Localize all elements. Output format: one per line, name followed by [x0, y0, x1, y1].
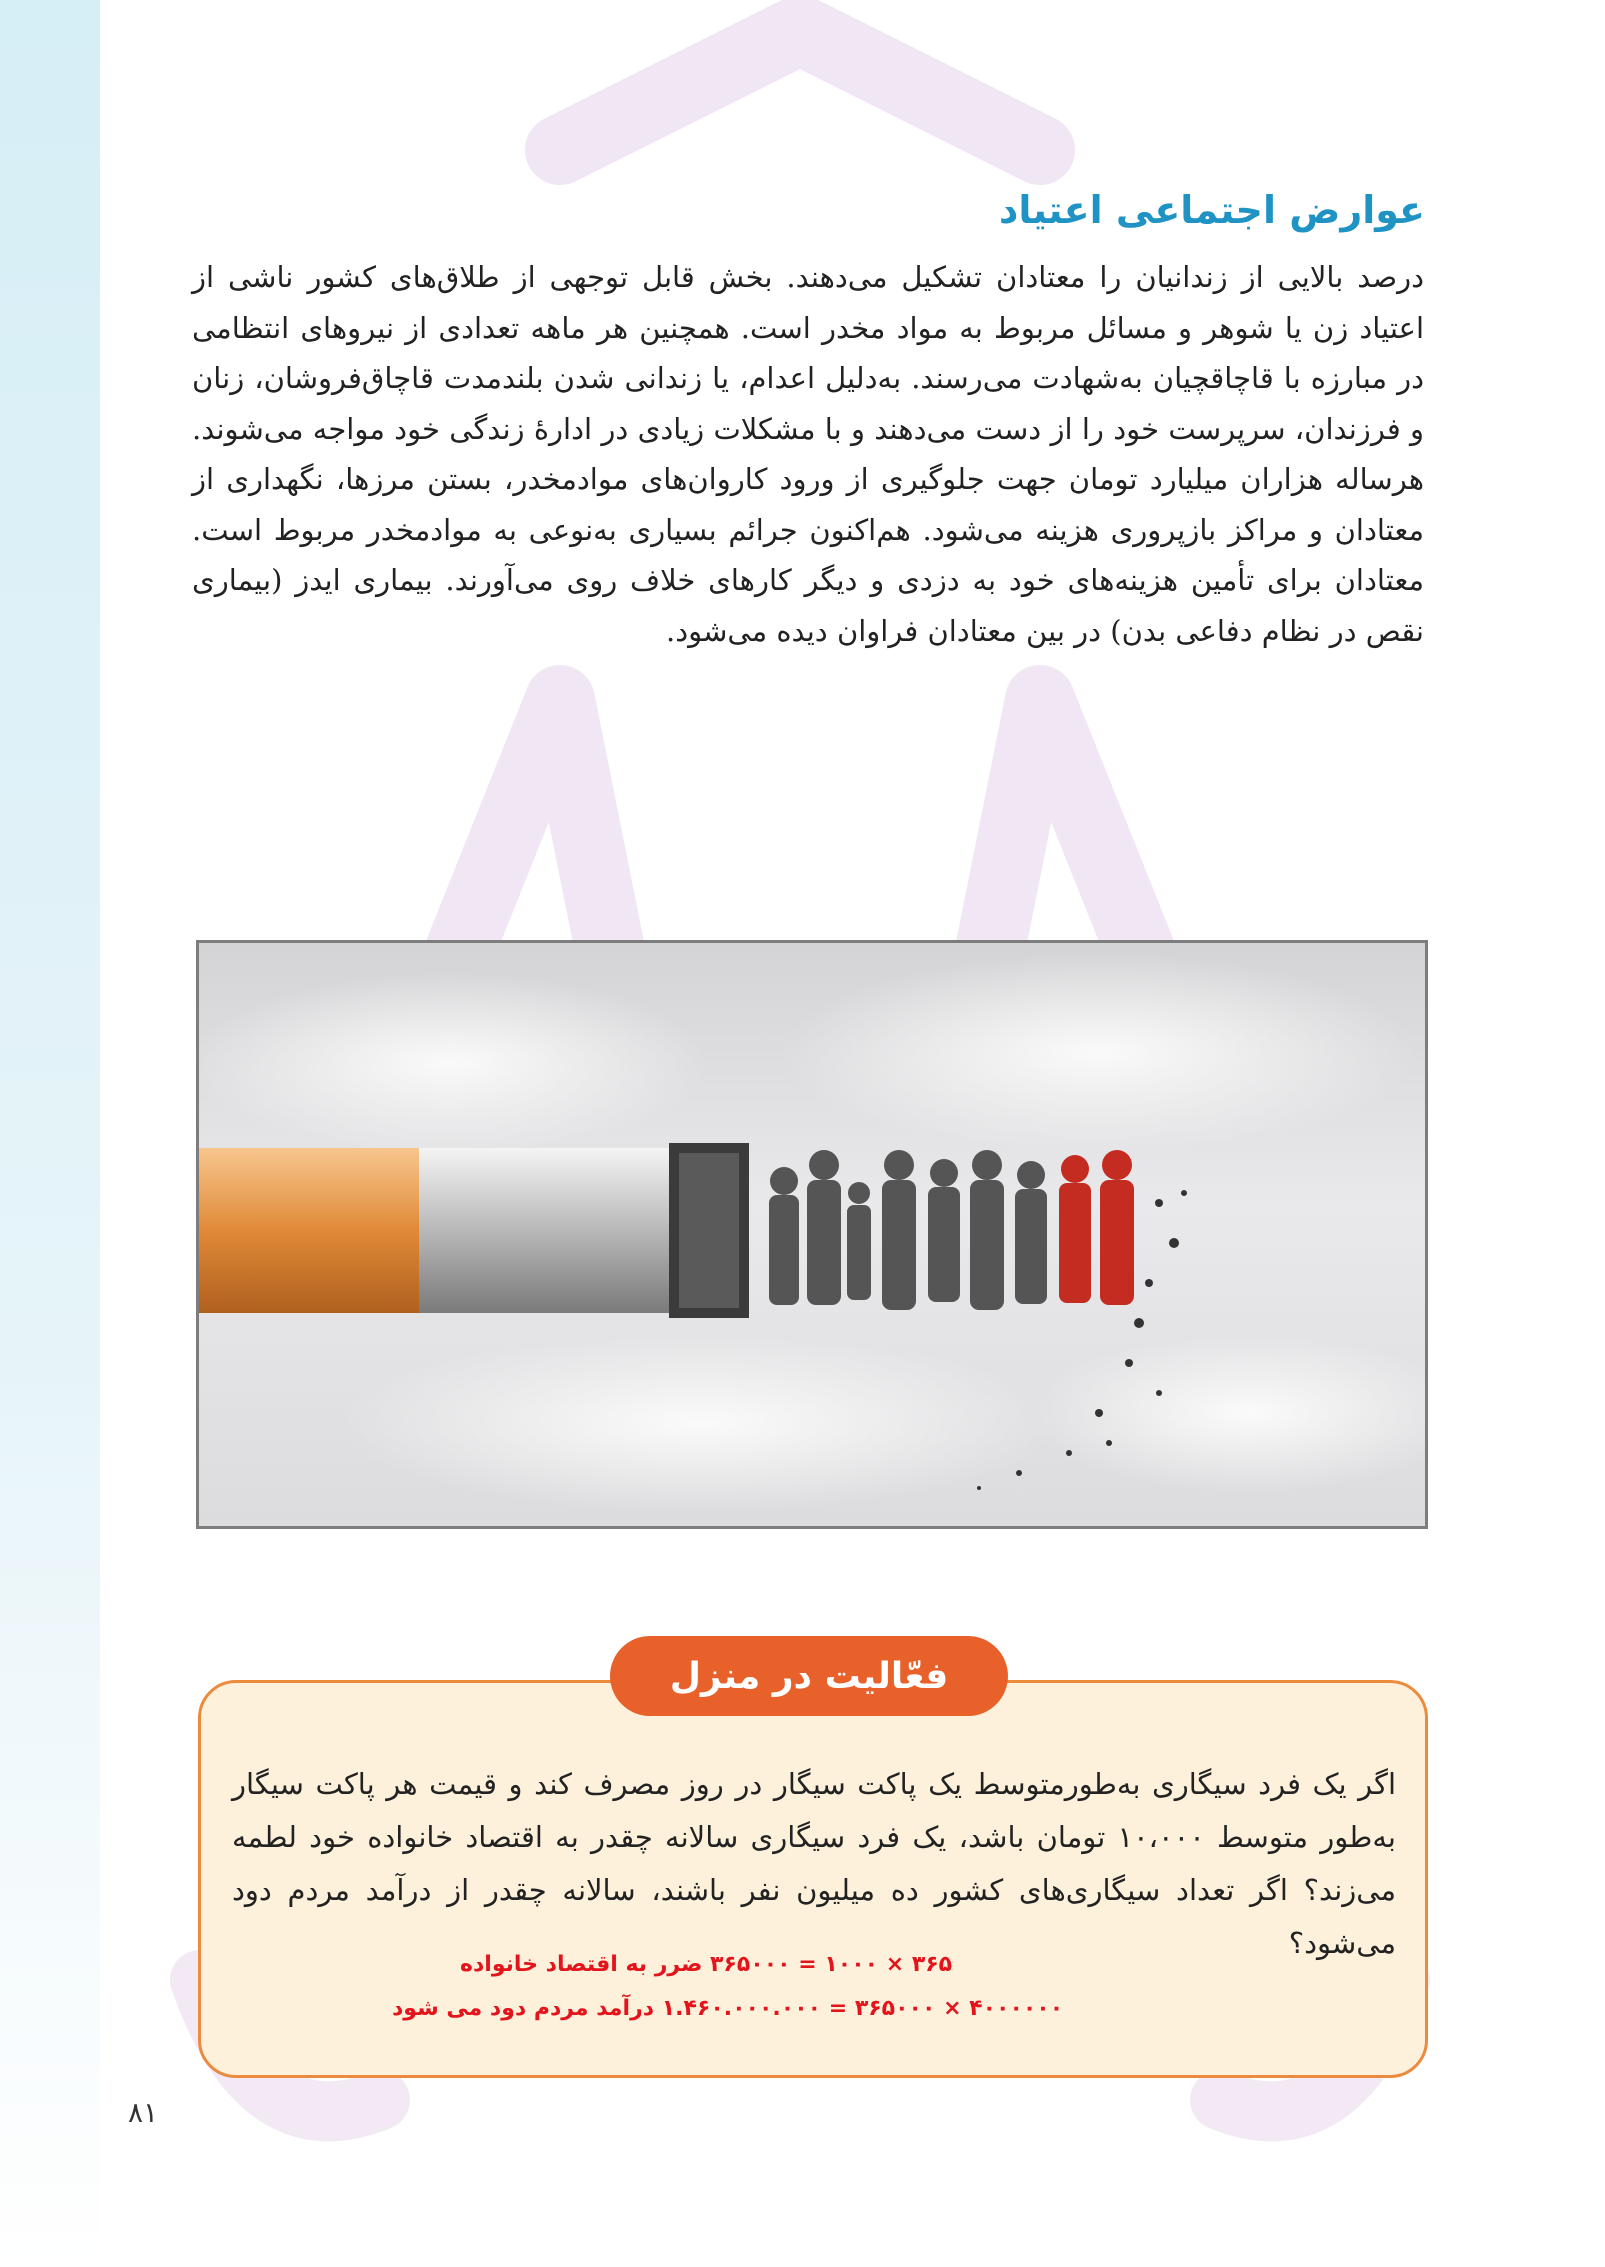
cigarette-paper: [419, 1148, 669, 1313]
activity-title: فعّالیت در منزل: [610, 1636, 1008, 1716]
people-silhouettes: [769, 1150, 1134, 1310]
page-number: ۸۱: [128, 2096, 159, 2129]
cigarette-filter: [199, 1148, 419, 1313]
body-paragraph: درصد بالایی از زندانیان را معتادان تشکیل می‌دهند. بخش قابل توجهی از طلاق‌های کشور ناشی از اعتیاد زن یا شوهر و مسائل مربوط به مواد مخدر است. همچنین هر ماهه تعدادی از نیروهای انتظامی در مبارزه با قاچاقچیان به‌شهادت می‌رسند. به‌دلیل اعدام، یا زندانی شدن بلندمدت قاچاق‌فروشان، زنان و فرزندان، سرپرست خود را از دست می‌دهند و با مشکلات زیادی در ادارهٔ زندگی خود مواجه می‌شوند. هرساله هزاران میلیارد تومان جهت جلوگیری از ورود کاروان‌های موادمخدر، بستن مرزها، نگهداری از معتادان و مراکز بازپروری هزینه می‌شود. هم‌اکنون جرائم بسیاری به‌نوعی به موادمخدر مربوط است. معتادان برای تأمین هزینه‌های خود به دزدی و دیگر کارهای خلاف روی می‌آورند. بیماری ایدز (بیماری نقص در نظام دفاعی بدن) در بین معتادان فراوان دیده می‌شود.: [192, 260, 1424, 648]
handwritten-answer-1: ۳۶۵ × ۱۰۰۰ = ۳۶۵۰۰۰ ضرر به اقتصاد خانواده: [460, 1952, 953, 1977]
handwritten-answer-2: ۴۰۰۰۰۰۰ × ۳۶۵۰۰۰ = ۱.۴۶۰.۰۰۰.۰۰۰ درآمد مردم دود می شود: [392, 1996, 1064, 2021]
cigarette-photo: [196, 940, 1428, 1529]
activity-question: اگر یک فرد سیگاری به‌طورمتوسط یک پاکت سیگار در روز مصرف کند و قیمت هر پاکت سیگار به‌طور متوسط ۱۰،۰۰۰ تومان باشد، یک فرد سیگاری سالانه چقدر به اقتصاد خانواده خود لطمه می‌زند؟ اگر تعداد سیگاری‌های کشور ده میلیون نفر باشند، سالانه چقدر از درآمد مردم دود می‌شود؟: [232, 1767, 1396, 1960]
section-title: عوارض اجتماعی اعتیاد: [998, 188, 1425, 232]
page-side-strip: [0, 0, 100, 2267]
